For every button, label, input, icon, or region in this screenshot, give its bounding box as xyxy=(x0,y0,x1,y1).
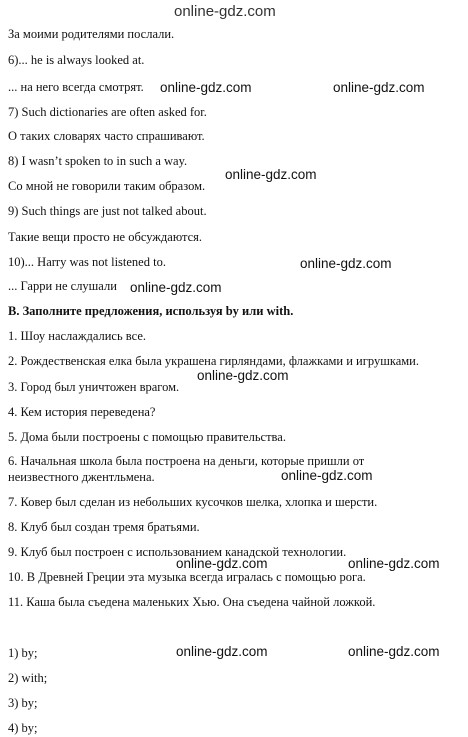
watermark: online-gdz.com xyxy=(225,167,317,182)
text-line: 1. Шоу наслаждались все. xyxy=(8,329,146,343)
text-line: О таких словарях часто спрашивают. xyxy=(8,129,205,143)
text-line: 2. Рождественская елка была украшена гирляндами, флажками и игрушками. xyxy=(8,354,419,368)
text-line: 7) Such dictionaries are often asked for. xyxy=(8,105,207,119)
text-line: 10)... Harry was not listened to. xyxy=(8,255,166,269)
text-line: 4. Кем история переведена? xyxy=(8,405,156,419)
watermark: online-gdz.com xyxy=(176,644,268,659)
watermark: online-gdz.com xyxy=(197,368,289,383)
text-line: 9. Клуб был построен с использованием канадской технологии. xyxy=(8,545,347,559)
text-line: 3. Город был уничтожен врагом. xyxy=(8,380,180,394)
watermark: online-gdz.com xyxy=(176,556,268,571)
text-line: Такие вещи просто не обсуждаются. xyxy=(8,230,203,244)
watermark: online-gdz.com xyxy=(300,256,392,271)
text-line: ... на него всегда смотрят. xyxy=(8,80,144,94)
watermark: online-gdz.com xyxy=(281,468,373,483)
text-line: 6)... he is always looked at. xyxy=(8,53,145,67)
answer-line: 4) by; xyxy=(8,721,38,735)
watermark: online-gdz.com xyxy=(160,80,252,95)
text-line: 6. Начальная школа была построена на деньги, которые пришли от xyxy=(8,454,365,468)
text-line: 8. Клуб был создан тремя братьями. xyxy=(8,520,200,534)
text-line: 10. В Древней Греции эта музыка всегда игралась с помощью рога. xyxy=(8,570,366,584)
answer-line: 2) with; xyxy=(8,671,48,685)
text-line: Со мной не говорили таким образом. xyxy=(8,179,206,193)
watermark: online-gdz.com xyxy=(174,3,276,20)
watermark: online-gdz.com xyxy=(130,280,222,295)
text-line: За моими родителями послали. xyxy=(8,27,175,41)
answer-line: 3) by; xyxy=(8,696,38,710)
text-line: 11. Каша была съедена маленьких Хью. Она съедена чайной ложкой. xyxy=(8,595,376,609)
text-line: 8) I wasn’t spoken to in such a way. xyxy=(8,154,188,168)
text-line: 7. Ковер был сделан из небольших кусочков шелка, хлопка и шерсти. xyxy=(8,495,378,509)
text-line: неизвестного джентльмена. xyxy=(8,470,155,484)
watermark: online-gdz.com xyxy=(348,644,440,659)
text-line: 5. Дома были построены с помощью правительства. xyxy=(8,430,286,444)
text-line: ... Гарри не слушали xyxy=(8,279,117,293)
watermark: online-gdz.com xyxy=(348,556,440,571)
watermark: online-gdz.com xyxy=(333,80,425,95)
answer-line: 1) by; xyxy=(8,646,38,660)
section-heading: В. Заполните предложения, используя by или with. xyxy=(8,304,294,318)
text-line: 9) Such things are just not talked about. xyxy=(8,204,207,218)
